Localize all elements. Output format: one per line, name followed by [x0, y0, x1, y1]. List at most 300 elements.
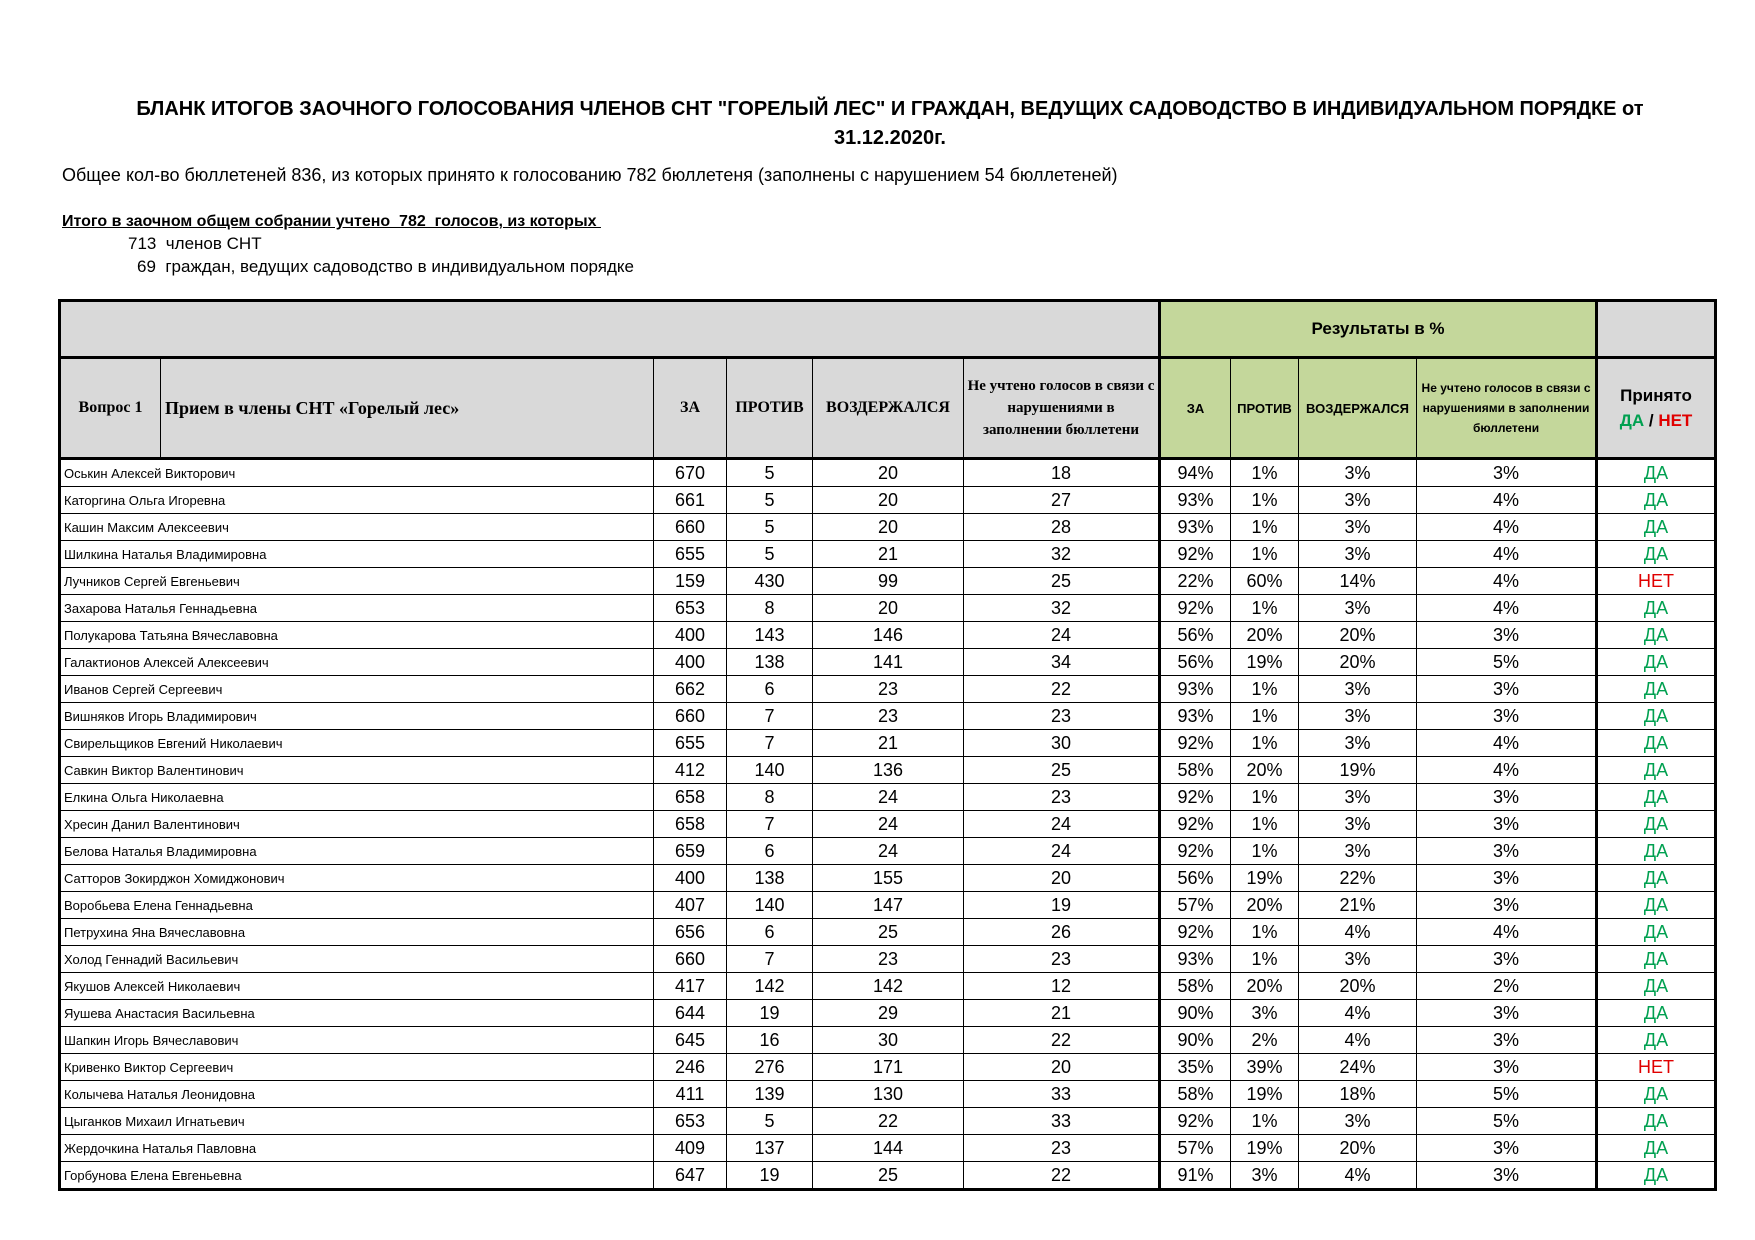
- pct-abstain: 3%: [1299, 595, 1417, 622]
- votes-for: 653: [654, 1108, 727, 1135]
- pct-not-counted: 3%: [1417, 1162, 1597, 1190]
- votes-for: 655: [654, 541, 727, 568]
- votes-against: 140: [727, 892, 813, 919]
- pct-for: 92%: [1160, 919, 1231, 946]
- pct-abstain: 4%: [1299, 919, 1417, 946]
- accepted-status: ДА: [1597, 784, 1716, 811]
- pct-for: 57%: [1160, 892, 1231, 919]
- table-row: [60, 1081, 1716, 1108]
- accepted-status: ДА: [1597, 946, 1716, 973]
- pct-for: 92%: [1160, 1108, 1231, 1135]
- pct-abstain: 3%: [1299, 784, 1417, 811]
- pct-for: 92%: [1160, 838, 1231, 865]
- pct-against: 20%: [1231, 757, 1299, 784]
- pct-abstain: 3%: [1299, 946, 1417, 973]
- pct-for: 92%: [1160, 784, 1231, 811]
- pct-not-counted: 5%: [1417, 1081, 1597, 1108]
- pct-not-counted: 3%: [1417, 459, 1597, 487]
- pct-against: 1%: [1231, 919, 1299, 946]
- members-count: 713 членов СНТ: [128, 234, 262, 253]
- votes-against: 7: [727, 946, 813, 973]
- votes-not-counted: 27: [964, 487, 1160, 514]
- votes-for: 159: [654, 568, 727, 595]
- pct-abstain: 19%: [1299, 757, 1417, 784]
- pct-for: 92%: [1160, 541, 1231, 568]
- citizens-count: 69 граждан, ведущих садоводство в индивидуальном порядке: [137, 257, 634, 276]
- votes-against: 143: [727, 622, 813, 649]
- candidate-name: Цыганков Михаил Игнатьевич: [60, 1108, 654, 1135]
- table-row: [60, 622, 1716, 649]
- votes-for: 661: [654, 487, 727, 514]
- votes-for: 658: [654, 784, 727, 811]
- candidate-name: Яушева Анастасия Васильевна: [60, 1000, 654, 1027]
- pct-for: 93%: [1160, 946, 1231, 973]
- votes-not-counted: 33: [964, 1081, 1160, 1108]
- pct-not-counted: 2%: [1417, 973, 1597, 1000]
- table-row: [60, 1162, 1716, 1190]
- table-row: [60, 568, 1716, 595]
- votes-against: 8: [727, 784, 813, 811]
- candidate-name: Холод Геннадий Васильевич: [60, 946, 654, 973]
- pct-against: 2%: [1231, 1027, 1299, 1054]
- candidate-name: Горбунова Елена Евгеньевна: [60, 1162, 654, 1190]
- votes-abstain: 146: [813, 622, 964, 649]
- table-row: [60, 973, 1716, 1000]
- pct-abstain: 24%: [1299, 1054, 1417, 1081]
- col-for: ЗА: [654, 358, 727, 459]
- votes-for: 660: [654, 946, 727, 973]
- candidate-name: Белова Наталья Владимировна: [60, 838, 654, 865]
- table-row: [60, 676, 1716, 703]
- pct-abstain: 20%: [1299, 973, 1417, 1000]
- table-row: [60, 946, 1716, 973]
- pct-against: 1%: [1231, 676, 1299, 703]
- candidate-name: Лучников Сергей Евгеньевич: [60, 568, 654, 595]
- table-row: [60, 730, 1716, 757]
- votes-not-counted: 30: [964, 730, 1160, 757]
- accepted-status: ДА: [1597, 676, 1716, 703]
- accepted-status: ДА: [1597, 622, 1716, 649]
- pct-abstain: 3%: [1299, 730, 1417, 757]
- pct-against: 60%: [1231, 568, 1299, 595]
- pct-for: 92%: [1160, 595, 1231, 622]
- candidate-name: Свирельщиков Евгений Николаевич: [60, 730, 654, 757]
- pct-not-counted: 3%: [1417, 622, 1597, 649]
- pct-against: 3%: [1231, 1162, 1299, 1190]
- pct-abstain: 18%: [1299, 1081, 1417, 1108]
- results-body: [60, 459, 1716, 1190]
- pct-against: 1%: [1231, 730, 1299, 757]
- candidate-name: Якушов Алексей Николаевич: [60, 973, 654, 1000]
- votes-not-counted: 21: [964, 1000, 1160, 1027]
- accepted-legend: [1598, 408, 1714, 433]
- votes-for: 660: [654, 514, 727, 541]
- pct-not-counted: 4%: [1417, 919, 1597, 946]
- table-row: [60, 1135, 1716, 1162]
- votes-abstain: 155: [813, 865, 964, 892]
- votes-against: 138: [727, 865, 813, 892]
- pct-not-counted: 3%: [1417, 1135, 1597, 1162]
- table-row: [60, 703, 1716, 730]
- candidate-name: Елкина Ольга Николаевна: [60, 784, 654, 811]
- votes-for: 411: [654, 1081, 727, 1108]
- pct-against: 1%: [1231, 487, 1299, 514]
- accepted-status: ДА: [1597, 757, 1716, 784]
- votes-not-counted: 33: [964, 1108, 1160, 1135]
- votes-against: 7: [727, 703, 813, 730]
- votes-for: 400: [654, 622, 727, 649]
- votes-against: 6: [727, 838, 813, 865]
- accepted-status: ДА: [1597, 811, 1716, 838]
- accepted-status: ДА: [1597, 649, 1716, 676]
- pct-for: 93%: [1160, 487, 1231, 514]
- candidate-name: Хресин Данил Валентинович: [60, 811, 654, 838]
- votes-not-counted: 20: [964, 865, 1160, 892]
- pct-for: 35%: [1160, 1054, 1231, 1081]
- candidate-name: Иванов Сергей Сергеевич: [60, 676, 654, 703]
- col-not-counted: Не учтено голосов в связи с нарушениями в заполнении бюллетени: [964, 358, 1160, 459]
- accepted-status: ДА: [1597, 487, 1716, 514]
- pct-for: 92%: [1160, 730, 1231, 757]
- candidate-name: Захарова Наталья Геннадьевна: [60, 595, 654, 622]
- votes-against: 138: [727, 649, 813, 676]
- accepted-status: НЕТ: [1597, 1054, 1716, 1081]
- candidate-name: Сатторов Зокирджон Хомиджонович: [60, 865, 654, 892]
- pct-for: 93%: [1160, 703, 1231, 730]
- pct-for: 22%: [1160, 568, 1231, 595]
- votes-against: 139: [727, 1081, 813, 1108]
- accepted-status: НЕТ: [1597, 568, 1716, 595]
- votes-not-counted: 26: [964, 919, 1160, 946]
- pct-against: 20%: [1231, 892, 1299, 919]
- pct-for: 93%: [1160, 514, 1231, 541]
- votes-against: 5: [727, 541, 813, 568]
- votes-abstain: 147: [813, 892, 964, 919]
- pct-against: 1%: [1231, 541, 1299, 568]
- votes-not-counted: 23: [964, 703, 1160, 730]
- votes-abstain: 24: [813, 784, 964, 811]
- votes-abstain: 24: [813, 811, 964, 838]
- votes-abstain: 20: [813, 487, 964, 514]
- title-line-1: БЛАНК ИТОГОВ ЗАОЧНОГО ГОЛОСОВАНИЯ ЧЛЕНОВ СНТ "ГОРЕЛЫЙ ЛЕС" И ГРАЖДАН, ВЕДУЩИХ САДОВОДСТВО В ИНДИВИДУАЛЬНОМ ПОРЯДКЕ от: [136, 98, 1644, 120]
- pct-abstain: 14%: [1299, 568, 1417, 595]
- votes-not-counted: 28: [964, 514, 1160, 541]
- candidate-name: Савкин Виктор Валентинович: [60, 757, 654, 784]
- summary-heading: Итого в заочном общем собрании учтено 782 голосов, из которых: [62, 213, 601, 230]
- accepted-status: ДА: [1597, 730, 1716, 757]
- pct-for: 92%: [1160, 811, 1231, 838]
- votes-abstain: 23: [813, 946, 964, 973]
- col-pct-for: ЗА: [1160, 358, 1231, 459]
- votes-abstain: 21: [813, 541, 964, 568]
- pct-for: 56%: [1160, 649, 1231, 676]
- votes-abstain: 20: [813, 514, 964, 541]
- pct-for: 93%: [1160, 676, 1231, 703]
- pct-against: 1%: [1231, 784, 1299, 811]
- votes-against: 19: [727, 1162, 813, 1190]
- votes-not-counted: 34: [964, 649, 1160, 676]
- ballot-totals: Общее кол-во бюллетеней 836, из которых принято к голосованию 782 бюллетеня (заполнены с нарушением 54 бюллетеней): [62, 165, 1118, 185]
- pct-against: 1%: [1231, 838, 1299, 865]
- votes-not-counted: 24: [964, 811, 1160, 838]
- votes-against: 6: [727, 919, 813, 946]
- votes-for: 400: [654, 649, 727, 676]
- question-label: Вопрос 1: [60, 358, 161, 459]
- votes-not-counted: 32: [964, 595, 1160, 622]
- pct-not-counted: 3%: [1417, 1000, 1597, 1027]
- votes-not-counted: 20: [964, 1054, 1160, 1081]
- pct-not-counted: 4%: [1417, 514, 1597, 541]
- votes-not-counted: 23: [964, 1135, 1160, 1162]
- table-row: [60, 595, 1716, 622]
- pct-not-counted: 3%: [1417, 811, 1597, 838]
- votes-for: 656: [654, 919, 727, 946]
- votes-not-counted: 24: [964, 838, 1160, 865]
- pct-abstain: 3%: [1299, 459, 1417, 487]
- table-row: [60, 784, 1716, 811]
- accepted-status: ДА: [1597, 1162, 1716, 1190]
- pct-abstain: 20%: [1299, 622, 1417, 649]
- accepted-status: ДА: [1597, 1135, 1716, 1162]
- votes-abstain: 25: [813, 1162, 964, 1190]
- candidate-name: Полукарова Татьяна Вячеславовна: [60, 622, 654, 649]
- votes-not-counted: 22: [964, 676, 1160, 703]
- accepted-status: ДА: [1597, 459, 1716, 487]
- votes-for: 655: [654, 730, 727, 757]
- accepted-status: ДА: [1597, 973, 1716, 1000]
- pct-against: 19%: [1231, 1081, 1299, 1108]
- pct-not-counted: 3%: [1417, 676, 1597, 703]
- pct-against: 39%: [1231, 1054, 1299, 1081]
- accepted-status: ДА: [1597, 892, 1716, 919]
- pct-against: 1%: [1231, 1108, 1299, 1135]
- table-row: [60, 1000, 1716, 1027]
- votes-not-counted: 19: [964, 892, 1160, 919]
- pct-not-counted: 3%: [1417, 784, 1597, 811]
- pct-abstain: 4%: [1299, 1027, 1417, 1054]
- col-abstain: ВОЗДЕРЖАЛСЯ: [813, 358, 964, 459]
- votes-for: 645: [654, 1027, 727, 1054]
- table-row: [60, 919, 1716, 946]
- candidate-name: Кривенко Виктор Сергеевич: [60, 1054, 654, 1081]
- pct-for: 56%: [1160, 622, 1231, 649]
- pct-against: 1%: [1231, 811, 1299, 838]
- legend-yes: ДА: [1619, 411, 1645, 430]
- table-row: [60, 649, 1716, 676]
- candidate-name: Воробьева Елена Геннадьевна: [60, 892, 654, 919]
- table-row: [60, 487, 1716, 514]
- accepted-status: ДА: [1597, 919, 1716, 946]
- table-row: [60, 541, 1716, 568]
- col-pct-not-counted: Не учтено голосов в связи с нарушениями в заполнении бюллетени: [1417, 358, 1597, 459]
- pct-against: 19%: [1231, 865, 1299, 892]
- candidate-name: Жердочкина Наталья Павловна: [60, 1135, 654, 1162]
- column-header-row: [60, 358, 1716, 459]
- votes-against: 8: [727, 595, 813, 622]
- pct-not-counted: 3%: [1417, 838, 1597, 865]
- accepted-status: ДА: [1597, 838, 1716, 865]
- pct-not-counted: 4%: [1417, 568, 1597, 595]
- legend-separator: /: [1644, 411, 1659, 430]
- votes-for: 660: [654, 703, 727, 730]
- accepted-status: ДА: [1597, 1081, 1716, 1108]
- votes-against: 19: [727, 1000, 813, 1027]
- votes-for: 409: [654, 1135, 727, 1162]
- votes-not-counted: 25: [964, 568, 1160, 595]
- votes-abstain: 24: [813, 838, 964, 865]
- table-row: [60, 811, 1716, 838]
- title-line-2: 31.12.2020г.: [834, 127, 946, 149]
- pct-abstain: 20%: [1299, 649, 1417, 676]
- pct-not-counted: 4%: [1417, 730, 1597, 757]
- pct-not-counted: 3%: [1417, 703, 1597, 730]
- table-row: [60, 892, 1716, 919]
- legend-no: НЕТ: [1658, 411, 1693, 430]
- col-pct-abstain: ВОЗДЕРЖАЛСЯ: [1299, 358, 1417, 459]
- votes-against: 430: [727, 568, 813, 595]
- votes-against: 16: [727, 1027, 813, 1054]
- votes-for: 407: [654, 892, 727, 919]
- pct-abstain: 3%: [1299, 676, 1417, 703]
- table-row: [60, 1054, 1716, 1081]
- votes-not-counted: 12: [964, 973, 1160, 1000]
- pct-against: 19%: [1231, 1135, 1299, 1162]
- pct-for: 90%: [1160, 1027, 1231, 1054]
- votes-for: 400: [654, 865, 727, 892]
- votes-abstain: 20: [813, 595, 964, 622]
- votes-abstain: 21: [813, 730, 964, 757]
- votes-not-counted: 32: [964, 541, 1160, 568]
- votes-not-counted: 18: [964, 459, 1160, 487]
- accepted-status: ДА: [1597, 1027, 1716, 1054]
- votes-for: 417: [654, 973, 727, 1000]
- votes-against: 142: [727, 973, 813, 1000]
- votes-for: 659: [654, 838, 727, 865]
- pct-abstain: 20%: [1299, 1135, 1417, 1162]
- votes-not-counted: 25: [964, 757, 1160, 784]
- votes-abstain: 29: [813, 1000, 964, 1027]
- votes-abstain: 141: [813, 649, 964, 676]
- votes-for: 670: [654, 459, 727, 487]
- pct-abstain: 3%: [1299, 703, 1417, 730]
- votes-for: 662: [654, 676, 727, 703]
- votes-against: 5: [727, 459, 813, 487]
- votes-not-counted: 23: [964, 784, 1160, 811]
- pct-not-counted: 3%: [1417, 1027, 1597, 1054]
- candidate-name: Колычева Наталья Леонидовна: [60, 1081, 654, 1108]
- candidate-name: Шилкина Наталья Владимировна: [60, 541, 654, 568]
- table-row: [60, 838, 1716, 865]
- table-row: [60, 1108, 1716, 1135]
- table-row: [60, 514, 1716, 541]
- accepted-status: ДА: [1597, 514, 1716, 541]
- votes-abstain: 99: [813, 568, 964, 595]
- votes-not-counted: 24: [964, 622, 1160, 649]
- pct-abstain: 22%: [1299, 865, 1417, 892]
- votes-for: 246: [654, 1054, 727, 1081]
- accepted-status: ДА: [1597, 865, 1716, 892]
- candidate-name: Каторгина Ольга Игоревна: [60, 487, 654, 514]
- votes-not-counted: 22: [964, 1027, 1160, 1054]
- accepted-status: ДА: [1597, 1108, 1716, 1135]
- page-title: [120, 95, 1660, 153]
- candidate-name: Петрухина Яна Вячеславовна: [60, 919, 654, 946]
- pct-against: 1%: [1231, 514, 1299, 541]
- table-row: [60, 865, 1716, 892]
- question-text: Прием в члены СНТ «Горелый лес»: [161, 358, 654, 459]
- votes-abstain: 23: [813, 703, 964, 730]
- pct-abstain: 4%: [1299, 1000, 1417, 1027]
- pct-for: 94%: [1160, 459, 1231, 487]
- pct-abstain: 3%: [1299, 541, 1417, 568]
- votes-abstain: 30: [813, 1027, 964, 1054]
- accepted-status: ДА: [1597, 541, 1716, 568]
- candidate-name: Вишняков Игорь Владимирович: [60, 703, 654, 730]
- accepted-status: ДА: [1597, 595, 1716, 622]
- pct-against: 1%: [1231, 595, 1299, 622]
- pct-abstain: 4%: [1299, 1162, 1417, 1190]
- pct-for: 58%: [1160, 757, 1231, 784]
- col-against: ПРОТИВ: [727, 358, 813, 459]
- pct-not-counted: 3%: [1417, 946, 1597, 973]
- votes-not-counted: 22: [964, 1162, 1160, 1190]
- pct-against: 1%: [1231, 459, 1299, 487]
- pct-abstain: 3%: [1299, 487, 1417, 514]
- pct-for: 58%: [1160, 1081, 1231, 1108]
- pct-not-counted: 5%: [1417, 1108, 1597, 1135]
- pct-abstain: 3%: [1299, 811, 1417, 838]
- pct-not-counted: 4%: [1417, 541, 1597, 568]
- votes-abstain: 171: [813, 1054, 964, 1081]
- votes-against: 7: [727, 811, 813, 838]
- accepted-status: ДА: [1597, 703, 1716, 730]
- votes-abstain: 136: [813, 757, 964, 784]
- pct-against: 19%: [1231, 649, 1299, 676]
- votes-against: 140: [727, 757, 813, 784]
- pct-not-counted: 3%: [1417, 1054, 1597, 1081]
- pct-against: 20%: [1231, 973, 1299, 1000]
- pct-for: 91%: [1160, 1162, 1231, 1190]
- votes-against: 5: [727, 514, 813, 541]
- pct-abstain: 21%: [1299, 892, 1417, 919]
- accepted-status: ДА: [1597, 1000, 1716, 1027]
- table-row: [60, 757, 1716, 784]
- pct-not-counted: 3%: [1417, 892, 1597, 919]
- pct-not-counted: 4%: [1417, 757, 1597, 784]
- votes-for: 653: [654, 595, 727, 622]
- votes-against: 5: [727, 1108, 813, 1135]
- pct-for: 56%: [1160, 865, 1231, 892]
- votes-abstain: 130: [813, 1081, 964, 1108]
- votes-not-counted: 23: [964, 946, 1160, 973]
- pct-not-counted: 4%: [1417, 487, 1597, 514]
- votes-against: 276: [727, 1054, 813, 1081]
- blank-accepted-band: [1597, 301, 1716, 358]
- pct-against: 1%: [1231, 946, 1299, 973]
- pct-abstain: 3%: [1299, 514, 1417, 541]
- votes-abstain: 20: [813, 459, 964, 487]
- accepted-label: Принято: [1620, 386, 1692, 405]
- pct-not-counted: 4%: [1417, 595, 1597, 622]
- votes-abstain: 23: [813, 676, 964, 703]
- pct-for: 90%: [1160, 1000, 1231, 1027]
- blank-header-band: [60, 301, 1160, 358]
- col-accepted: [1597, 358, 1716, 459]
- votes-abstain: 25: [813, 919, 964, 946]
- votes-abstain: 142: [813, 973, 964, 1000]
- votes-for: 647: [654, 1162, 727, 1190]
- votes-abstain: 22: [813, 1108, 964, 1135]
